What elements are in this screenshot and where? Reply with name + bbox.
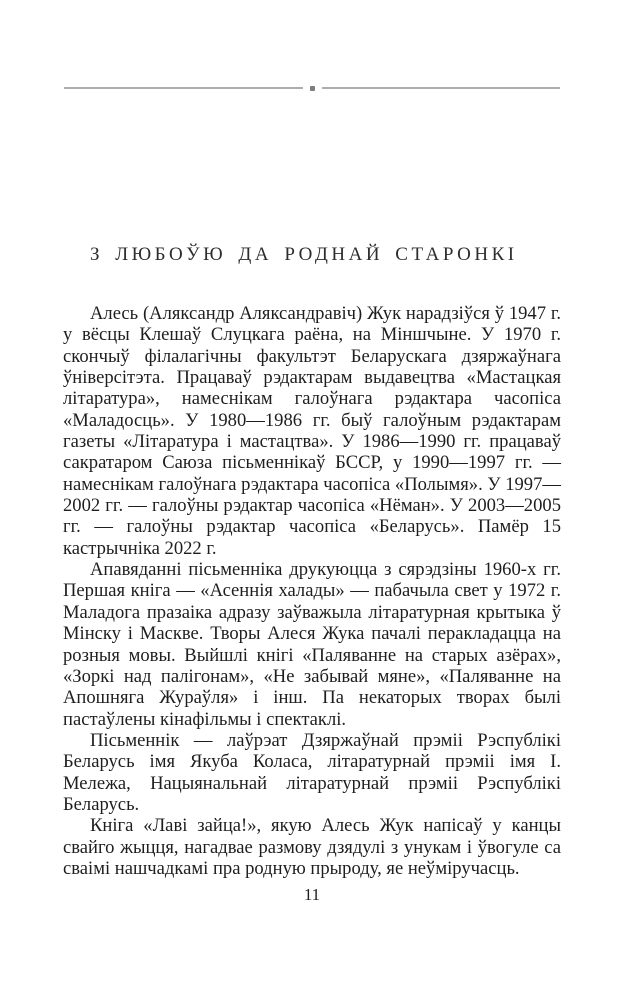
header-rule-left-line bbox=[64, 87, 303, 89]
paragraph-awards: Пісьменнік — лаўрэат Дзяржаўнай прэміі Рэспублікі Беларусь імя Якуба Коласа, літаратурнай прэміі імя І. Мележа, Нацыянальнай літаратурнай прэміі Рэспублікі Беларусь. bbox=[63, 729, 561, 815]
chapter-heading: З ЛЮБОЎЮ ДА РОДНАЙ СТАРОНКІ bbox=[90, 244, 518, 265]
header-rule-right-line bbox=[322, 87, 561, 89]
page-number: 11 bbox=[303, 885, 321, 904]
paragraph-biography-2: Апавяданні пісьменніка друкуюцца з сярэдзіны 1960-х гг. Першая кніга — «Асеннія халады» — пабачыла свет у 1972 г. Маладога празаіка адразу заўважыла літаратурная крытыка ў Мінску і Маскве. Творы Алеся Жука пачалі перакладацца на розныя мовы. Выйшлі кнігі «Паляванне на старых азёрах», «Зоркі над палігонам», «Не забывай мяне», «Паляванне на Апошняга Жураўля» і інш. Па некаторых творах былі пастаўлены кінафільмы і спектаклі. bbox=[63, 559, 561, 730]
paragraph-book-description: Кніга «Лаві зайца!», якую Алесь Жук напісаў у канцы свайго жыцця, нагадвае размову дзядулі з унукам і ўвогуле са сваімі нашчадкамі пра родную прыроду, яе неўміручасць. bbox=[63, 815, 561, 879]
paragraph-biography-1: Алесь (Аляксандр Аляксандравіч) Жук нарадзіўся ў 1947 г. у вёсцы Клешаў Слуцкага раёна, на Міншчыне. У 1970 г. скончыў філалагічны факультэт Беларускага дзяржаўнага ўніверсітэта. Працаваў рэдактарам выдавецтва «Мастацкая літаратура», намеснікам галоўнага рэдактара часопіса «Маладосць». У 1980—1986 гг. быў галоўным рэдактарам газеты «Літаратура і мастацтва». У 1986—1990 гг. працаваў сакратаром Саюза пісьменнікаў БССР, у 1990—1997 гг. — намеснікам галоўнага рэдактара часопіса «Полымя». У 1997—2002 гг. — галоўны рэдактар часопіса «Нёман». У 2003—2005 гг. — галоўны рэдактар часопіса «Беларусь». Памёр 15 кастрычніка 2022 г. bbox=[63, 303, 561, 559]
header-ornament-dot-icon bbox=[310, 86, 315, 91]
header-rule bbox=[64, 85, 560, 91]
body-text bbox=[63, 303, 561, 879]
